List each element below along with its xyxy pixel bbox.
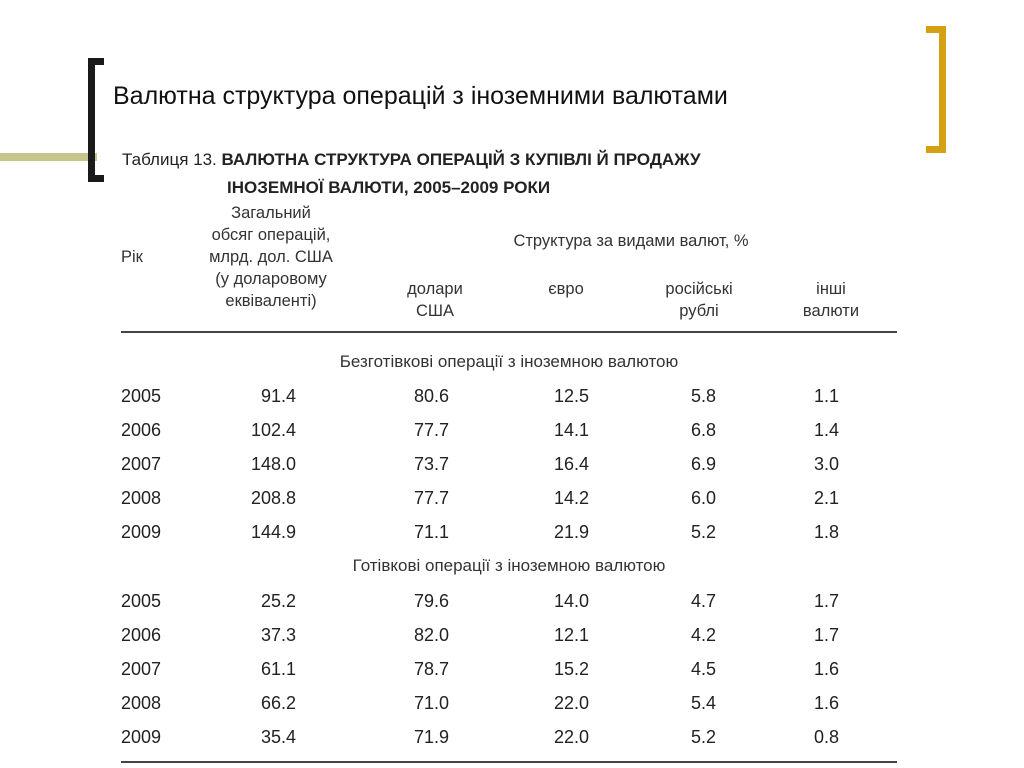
header-other-line: валюти xyxy=(802,302,860,320)
cell-other: 1.4 xyxy=(813,420,839,440)
header-eur-line: євро xyxy=(548,280,584,298)
cell-usd: 78.7 xyxy=(413,659,449,679)
cell-rub: 5.4 xyxy=(690,693,716,713)
cell-rub: 5.2 xyxy=(690,522,716,542)
cell-eur: 14.2 xyxy=(553,488,589,508)
cell-other: 1.6 xyxy=(813,693,839,713)
header-rule xyxy=(121,331,897,333)
cell-usd: 80.6 xyxy=(413,386,449,406)
cell-eur: 14.0 xyxy=(553,591,589,611)
header-total-line: (у доларовому xyxy=(215,270,327,288)
left-bracket-decoration xyxy=(88,58,104,182)
cell-total: 208.8 xyxy=(250,488,296,508)
caption-title-line1: ВАЛЮТНА СТРУКТУРА ОПЕРАЦІЙ З КУПІВЛІ Й ПРОДАЖУ xyxy=(221,150,701,169)
cell-year: 2009 xyxy=(121,522,162,542)
cell-rub: 5.8 xyxy=(690,386,716,406)
section-title-noncash: Безготівкові операції з іноземною валютою xyxy=(339,352,679,371)
cell-other: 1.8 xyxy=(813,522,839,542)
cell-rub: 4.2 xyxy=(690,625,716,645)
cell-total: 66.2 xyxy=(260,693,296,713)
cell-rub: 4.7 xyxy=(690,591,716,611)
table-row xyxy=(121,379,897,413)
header-total-line: обсяг операцій, xyxy=(211,226,331,244)
cell-eur: 22.0 xyxy=(553,693,589,713)
header-total-line: Загальний xyxy=(231,204,311,222)
table-row xyxy=(121,447,897,481)
cell-total: 148.0 xyxy=(250,454,296,474)
cell-usd: 79.6 xyxy=(413,591,449,611)
cell-total: 61.1 xyxy=(260,659,296,679)
cell-usd: 77.7 xyxy=(413,488,449,508)
table-row xyxy=(121,720,897,754)
cell-total: 35.4 xyxy=(260,727,296,747)
header-total xyxy=(193,202,349,312)
decorative-olive-line xyxy=(0,153,97,161)
cell-year: 2005 xyxy=(121,386,162,406)
cell-usd: 71.0 xyxy=(413,693,449,713)
table-row xyxy=(121,584,897,618)
table-row xyxy=(121,618,897,652)
caption-prefix: Таблиця 13. xyxy=(122,150,217,169)
table-row xyxy=(121,515,897,549)
header-rub-line: російські xyxy=(665,280,733,298)
header-other xyxy=(781,278,881,322)
bottom-rule xyxy=(121,761,897,763)
cell-other: 0.8 xyxy=(813,727,839,747)
cell-year: 2006 xyxy=(121,420,162,440)
header-total-line: еквіваленті) xyxy=(225,292,317,310)
cell-eur: 21.9 xyxy=(553,522,589,542)
header-rub-line: рублі xyxy=(679,302,719,320)
right-bracket-decoration xyxy=(926,26,946,153)
cell-total: 91.4 xyxy=(260,386,296,406)
cell-total: 37.3 xyxy=(260,625,296,645)
cell-eur: 22.0 xyxy=(553,727,589,747)
table-caption xyxy=(122,146,701,202)
cell-total: 25.2 xyxy=(260,591,296,611)
cell-usd: 73.7 xyxy=(413,454,449,474)
slide-title: Валютна структура операцій з іноземними валютами xyxy=(113,82,728,110)
cell-other: 3.0 xyxy=(813,454,839,474)
cell-year: 2008 xyxy=(121,693,162,713)
table-row xyxy=(121,686,897,720)
cell-other: 1.7 xyxy=(813,591,839,611)
cell-eur: 12.5 xyxy=(553,386,589,406)
cell-other: 1.1 xyxy=(813,386,839,406)
cell-other: 1.6 xyxy=(813,659,839,679)
cell-usd: 77.7 xyxy=(413,420,449,440)
table-row xyxy=(121,413,897,447)
cell-other: 2.1 xyxy=(813,488,839,508)
cell-eur: 12.1 xyxy=(553,625,589,645)
caption-title-line2: ІНОЗЕМНОЇ ВАЛЮТИ, 2005–2009 РОКИ xyxy=(227,178,551,197)
section-title-cash: Готівкові операції з іноземною валютою xyxy=(352,556,666,575)
cell-usd: 71.9 xyxy=(413,727,449,747)
table-row xyxy=(121,652,897,686)
header-other-line: інші xyxy=(816,280,846,298)
cell-eur: 14.1 xyxy=(553,420,589,440)
cell-rub: 6.9 xyxy=(690,454,716,474)
cell-eur: 15.2 xyxy=(553,659,589,679)
header-usd-line: долари xyxy=(407,280,463,298)
cell-rub: 4.5 xyxy=(690,659,716,679)
cell-total: 102.4 xyxy=(250,420,296,440)
cell-year: 2006 xyxy=(121,625,162,645)
header-structure: Структура за видами валют, % xyxy=(513,232,749,250)
cell-usd: 82.0 xyxy=(413,625,449,645)
cell-rub: 6.8 xyxy=(690,420,716,440)
cell-total: 144.9 xyxy=(250,522,296,542)
header-usd-line: США xyxy=(415,302,455,320)
cell-eur: 16.4 xyxy=(553,454,589,474)
header-eur xyxy=(511,278,621,300)
cell-year: 2007 xyxy=(121,454,162,474)
header-year: Рік xyxy=(121,248,143,266)
cell-usd: 71.1 xyxy=(413,522,449,542)
header-usd xyxy=(375,278,495,322)
cell-year: 2009 xyxy=(121,727,162,747)
cell-rub: 5.2 xyxy=(690,727,716,747)
cell-other: 1.7 xyxy=(813,625,839,645)
cell-year: 2008 xyxy=(121,488,162,508)
table-row xyxy=(121,481,897,515)
header-total-line: млрд. дол. США xyxy=(209,248,333,266)
cell-year: 2007 xyxy=(121,659,162,679)
cell-rub: 6.0 xyxy=(690,488,716,508)
currency-structure-table xyxy=(121,200,897,765)
header-rub xyxy=(641,278,757,322)
cell-year: 2005 xyxy=(121,591,162,611)
